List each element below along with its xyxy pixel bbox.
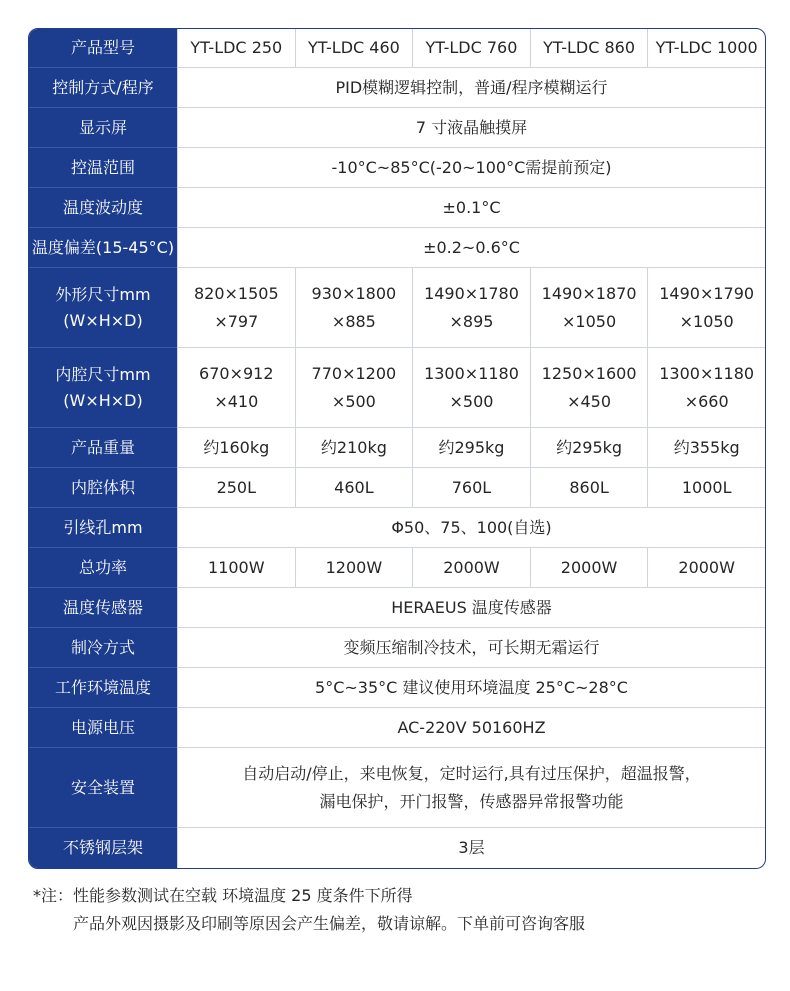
spec-value-span: AC-220V 50160HZ — [177, 708, 765, 747]
spec-rows — [29, 68, 765, 868]
row-cells — [177, 468, 765, 507]
spec-value: 约295kg — [530, 428, 648, 467]
row-header: 温度偏差(15-45°C) — [29, 228, 177, 268]
row-cells — [177, 508, 765, 547]
spec-row — [29, 748, 765, 828]
model-name: YT-LDC 460 — [295, 29, 413, 67]
row-header: 制冷方式 — [29, 628, 177, 668]
row-header: 不锈钢层架 — [29, 828, 177, 868]
spec-value-span: PID模糊逻辑控制，普通/程序模糊运行 — [177, 68, 765, 107]
spec-row — [29, 268, 765, 348]
row-header: 产品重量 — [29, 428, 177, 468]
row-cells — [177, 108, 765, 147]
row-cells — [177, 268, 765, 347]
spec-row — [29, 828, 765, 868]
spec-value: 760L — [412, 468, 530, 507]
row-header: 引线孔mm — [29, 508, 177, 548]
spec-row — [29, 508, 765, 548]
spec-row — [29, 108, 765, 148]
footnote-line-2: 产品外观因摄影及印刷等原因会产生偏差，敬请谅解。下单前可咨询客服 — [73, 914, 586, 933]
row-cells — [177, 748, 765, 827]
row-cells — [177, 428, 765, 467]
row-header: 安全装置 — [29, 748, 177, 828]
row-cells — [177, 548, 765, 587]
row-header: 内腔尺寸mm (W×H×D) — [29, 348, 177, 428]
row-header: 总功率 — [29, 548, 177, 588]
row-header: 温度传感器 — [29, 588, 177, 628]
row-cells — [177, 628, 765, 667]
spec-value: 820×1505 ×797 — [177, 268, 295, 347]
spec-value-span: -10°C~85°C(-20~100°C需提前预定) — [177, 148, 765, 187]
spec-row — [29, 228, 765, 268]
spec-value: 1200W — [295, 548, 413, 587]
spec-row — [29, 628, 765, 668]
spec-value: 460L — [295, 468, 413, 507]
spec-value: 1490×1870 ×1050 — [530, 268, 648, 347]
row-header: 显示屏 — [29, 108, 177, 148]
spec-row — [29, 588, 765, 628]
spec-value-span: 自动启动/停止，来电恢复，定时运行,具有过压保护，超温报警， 漏电保护，开门报警，传感器异常报警功能 — [177, 748, 765, 827]
row-header: 控制方式/程序 — [29, 68, 177, 108]
row-header-model: 产品型号 — [29, 29, 177, 68]
spec-value-span: 5°C~35°C 建议使用环境温度 25°C~28°C — [177, 668, 765, 707]
spec-row — [29, 148, 765, 188]
spec-value: 2000W — [530, 548, 648, 587]
spec-value: 1100W — [177, 548, 295, 587]
row-cells — [177, 348, 765, 427]
spec-value: 1300×1180 ×500 — [412, 348, 530, 427]
model-name: YT-LDC 1000 — [647, 29, 765, 67]
spec-value: 2000W — [647, 548, 765, 587]
model-name: YT-LDC 860 — [530, 29, 648, 67]
footnote-line-1: *注：性能参数测试在空载 环境温度 25 度条件下所得 — [33, 886, 413, 905]
spec-row — [29, 348, 765, 428]
spec-value: 1000L — [647, 468, 765, 507]
row-cells — [177, 708, 765, 747]
model-name: YT-LDC 760 — [412, 29, 530, 67]
spec-value-span: ±0.2~0.6°C — [177, 228, 765, 267]
spec-row — [29, 428, 765, 468]
row-header: 控温范围 — [29, 148, 177, 188]
spec-value: 1300×1180 ×660 — [647, 348, 765, 427]
model-name: YT-LDC 250 — [177, 29, 295, 67]
spec-row — [29, 548, 765, 588]
row-header: 温度波动度 — [29, 188, 177, 228]
row-cells — [177, 588, 765, 627]
spec-value: 770×1200 ×500 — [295, 348, 413, 427]
spec-value: 930×1800 ×885 — [295, 268, 413, 347]
spec-table — [28, 28, 766, 869]
spec-value-span: 变频压缩制冷技术，可长期无霜运行 — [177, 628, 765, 667]
spec-value: 1490×1790 ×1050 — [647, 268, 765, 347]
spec-value: 860L — [530, 468, 648, 507]
spec-value-span: 7 寸液晶触摸屏 — [177, 108, 765, 147]
spec-value-span: 3层 — [177, 828, 765, 868]
spec-value: 约355kg — [647, 428, 765, 467]
spec-row — [29, 668, 765, 708]
spec-value: 2000W — [412, 548, 530, 587]
spec-row — [29, 68, 765, 108]
spec-value-span: Φ50、75、100(自选) — [177, 508, 765, 547]
spec-value: 250L — [177, 468, 295, 507]
row-cells — [177, 668, 765, 707]
spec-value: 1250×1600 ×450 — [530, 348, 648, 427]
row-header: 电源电压 — [29, 708, 177, 748]
row-header: 内腔体积 — [29, 468, 177, 508]
row-header: 外形尺寸mm (W×H×D) — [29, 268, 177, 348]
spec-value-span: ±0.1°C — [177, 188, 765, 227]
spec-value: 约160kg — [177, 428, 295, 467]
spec-row — [29, 188, 765, 228]
spec-row — [29, 708, 765, 748]
model-cells — [177, 29, 765, 67]
spec-value: 670×912 ×410 — [177, 348, 295, 427]
footnote — [33, 882, 585, 938]
row-cells — [177, 828, 765, 868]
spec-value: 约295kg — [412, 428, 530, 467]
spec-value: 约210kg — [295, 428, 413, 467]
spec-value-span: HERAEUS 温度传感器 — [177, 588, 765, 627]
row-cells — [177, 188, 765, 227]
row-header: 工作环境温度 — [29, 668, 177, 708]
spec-value: 1490×1780 ×895 — [412, 268, 530, 347]
spec-row — [29, 468, 765, 508]
row-cells — [177, 148, 765, 187]
model-row — [29, 29, 765, 68]
row-cells — [177, 228, 765, 267]
row-cells — [177, 68, 765, 107]
